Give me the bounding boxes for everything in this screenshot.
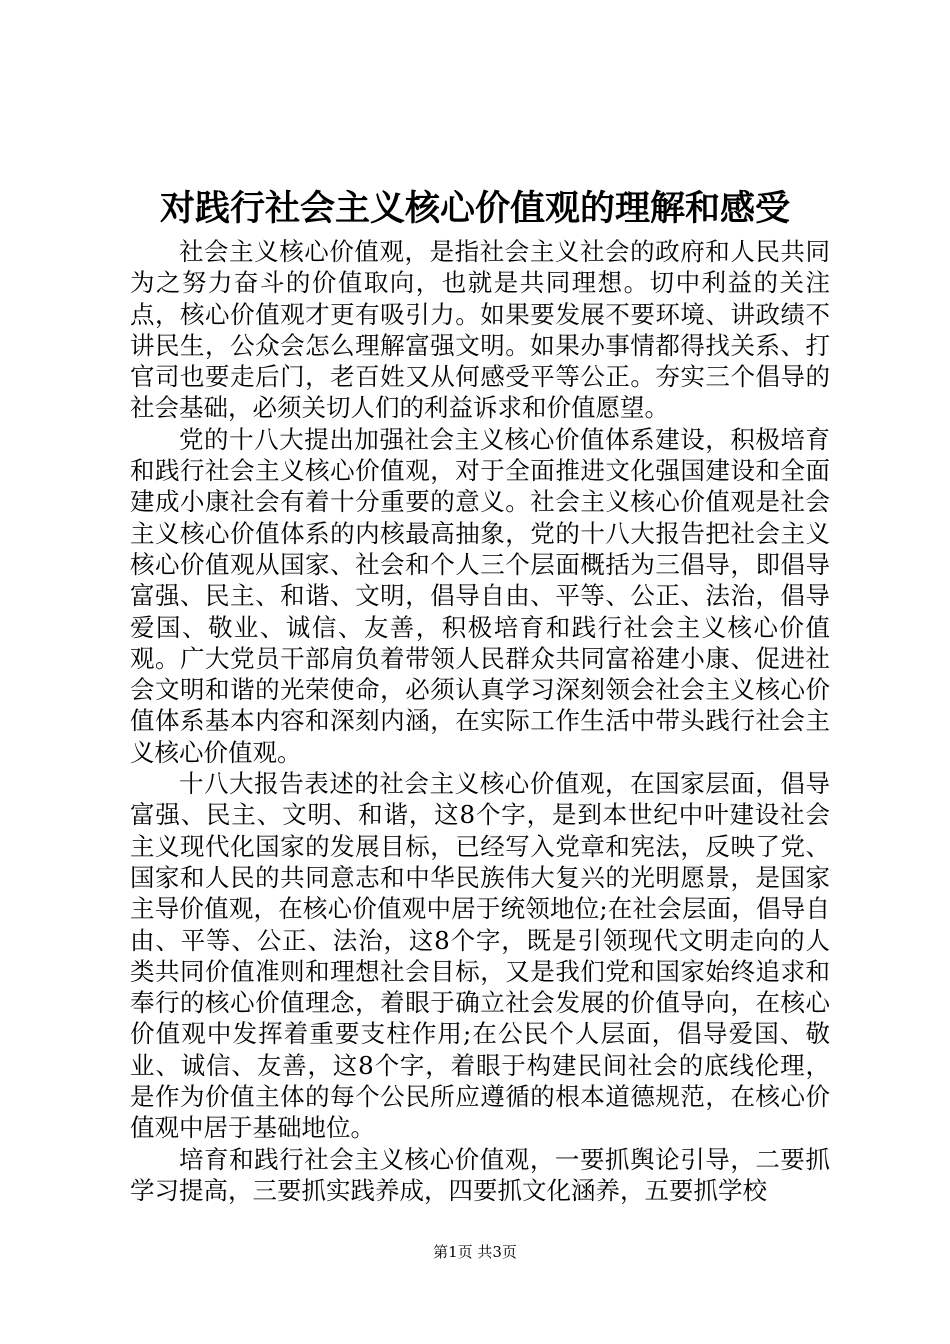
paragraph-1: 社会主义核心价值观，是指社会主义社会的政府和人民共同为之努力奋斗的价值取向，也就是共同理想。切中利益的关注点，核心价值观才更有吸引力。如果要发展不要环境、讲政绩不讲民生，公众会怎么理解富强文明。如果办事情都得找关系、打官司也要走后门，老百姓又从何感受平等公正。夯实三个倡导的社会基础，必须关切人们的利益诉求和价值愿望。 xyxy=(130,237,830,423)
document-title: 对践行社会主义核心价值观的理解和感受 xyxy=(159,189,790,229)
page-number-footer: 第1页 共3页 xyxy=(433,1243,517,1261)
paragraph-4: 培育和践行社会主义核心价值观，一要抓舆论引导，二要抓学习提高，三要抓实践养成，四要抓文化涵养，五要抓学校 xyxy=(130,1144,830,1205)
document-body xyxy=(130,236,830,1206)
paragraph-2: 党的十八大提出加强社会主义核心价值体系建设，积极培育和践行社会主义核心价值观，对于全面推进文化强国建设和全面建成小康社会有着十分重要的意义。社会主义核心价值观是社会主义核心价值体系的内核最高抽象，党的十八大报告把社会主义核心价值观从国家、社会和个人三个层面概括为三倡导，即倡导富强、民主、和谐、文明，倡导自由、平等、公正、法治，倡导爱国、敬业、诚信、友善，积极培育和践行社会主义核心价值观。广大党员干部肩负着带领人民群众共同富裕建小康、促进社会文明和谐的光荣使命，必须认真学习深刻领会社会主义核心价值体系基本内容和深刻内涵，在实际工作生活中带头践行社会主义核心价值观。 xyxy=(130,424,830,767)
paragraph-3: 十八大报告表述的社会主义核心价值观，在国家层面，倡导富强、民主、文明、和谐，这8个字，是到本世纪中叶建设社会主义现代化国家的发展目标，已经写入党章和宪法，反映了党、国家和人民的共同意志和中华民族伟大复兴的光明愿景，是国家主导价值观，在核心价值观中居于统领地位;在社会层面，倡导自由、平等、公正、法治，这8个字，既是引领现代文明走向的人类共同价值准则和理想社会目标，又是我们党和国家始终追求和奉行的核心价值理念，着眼于确立社会发展的价值导向，在核心价值观中发挥着重要支柱作用;在公民个人层面，倡导爱国、敬业、诚信、友善，这8个字，着眼于构建民间社会的底线伦理，是作为价值主体的每个公民所应遵循的根本道德规范，在核心价值观中居于基础地位。 xyxy=(130,769,830,1143)
